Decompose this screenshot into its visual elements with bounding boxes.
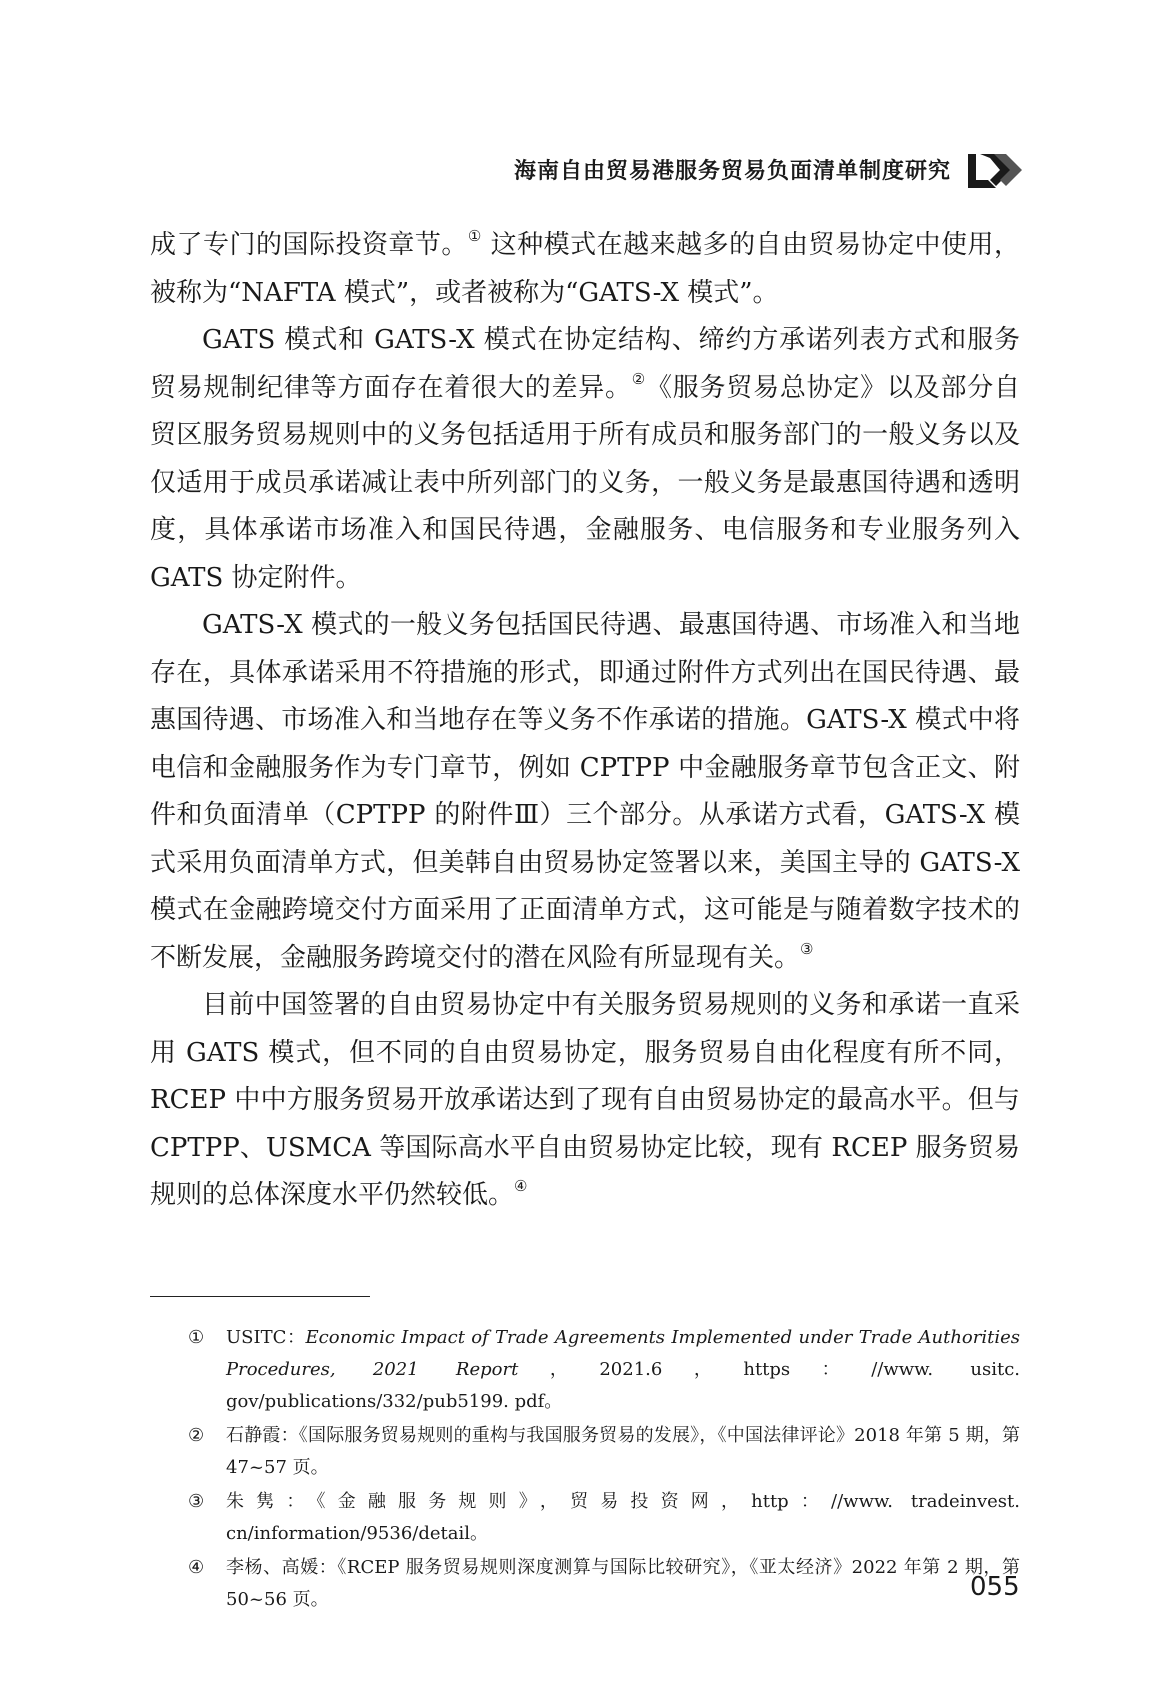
p2-text-b: 《服务贸易总协定》以及部分自贸区服务贸易规则中的义务包括适用于所有成员和服务部门的一般义务以及仅适用于成员承诺减让表中所列部门的义务，一般义务是最惠国待遇和透明度，具体承诺市场准入和国民待遇，金融服务、电信服务和专业服务列入 GATS 协定附件。 xyxy=(150,372,1020,593)
header-title: 海南自由贸易港服务贸易负面清单制度研究 xyxy=(513,159,951,184)
footnote-3-text: 朱隽：《金融服务规则》，贸易投资网，http：//www. tradeinvest. cn/information/9536/detail。 xyxy=(226,1491,1020,1544)
page-number: 055 xyxy=(970,1572,1020,1602)
footnote-number-2: ② xyxy=(188,1425,205,1446)
main-text xyxy=(150,222,1020,1220)
paragraph-3 xyxy=(150,602,1020,982)
footnote-number-3: ③ xyxy=(188,1491,205,1512)
footnote-1-source: ，2021.6，https：//www. usitc. gov/publications/332/pub5199. pdf。 xyxy=(226,1359,1020,1412)
p3-text: GATS-X 模式的一般义务包括国民待遇、最惠国待遇、市场准入和当地存在，具体承诺采用不符措施的形式，即通过附件方式列出在国民待遇、最惠国待遇、市场准入和当地存在等义务不作承诺的措施。GATS-X 模式中将电信和金融服务作为专门章节，例如 CPTPP 中金融服务章节包含正文、附件和负面清单（CPTPP 的附件Ⅲ）三个部分。从承诺方式看，GATS-X 模式采用负面清单方式，但美韩自由贸易协定签署以来，美国主导的 GATS-X 模式在金融跨境交付方面采用了正面清单方式，这可能是与随着数字技术的不断发展，金融服务跨境交付的潜在风险有所显现有关。 xyxy=(150,610,1020,973)
footnotes xyxy=(188,1322,1020,1618)
paragraph-1 xyxy=(150,222,1020,317)
footnote-marker-2[interactable]: ② xyxy=(631,369,647,388)
footnote-2-text: 石静霞：《国际服务贸易规则的重构与我国服务贸易的发展》，《中国法律评论》2018 年第 5 期，第 47~57 页。 xyxy=(226,1425,1020,1478)
footnote-4 xyxy=(188,1552,1020,1616)
footnote-number-4: ④ xyxy=(188,1557,205,1578)
footnote-1-title: Economic Impact of Trade Agreements Implemented under Trade Authorities Procedures, 2021 Report xyxy=(226,1327,1020,1380)
footnote-3 xyxy=(188,1486,1020,1550)
paragraph-4 xyxy=(150,982,1020,1220)
footnote-divider xyxy=(150,1296,370,1297)
footnote-number-1: ① xyxy=(188,1327,205,1348)
footnote-4-text: 李杨、高媛：《RCEP 服务贸易规则深度测算与国际比较研究》，《亚太经济》2022 年第 2 期，第 50~56 页。 xyxy=(226,1557,1020,1610)
p1-text-b: 这种模式在越来越多的自由贸易协定中使用，被称为“NAFTA 模式”，或者被称为“GATS-X 模式”。 xyxy=(150,230,1020,308)
footnote-marker-1[interactable]: ① xyxy=(467,227,482,245)
footnote-1 xyxy=(188,1322,1020,1418)
chevron-bracket-icon xyxy=(966,150,1026,190)
p2-text-a: GATS 模式和 GATS-X 模式在协定结构、缔约方承诺列表方式和服务贸易规制纪律等方面存在着很大的差异。 xyxy=(150,325,1020,403)
running-header xyxy=(0,150,1166,190)
footnote-marker-3[interactable]: ③ xyxy=(800,939,814,958)
footnote-1-author: USITC： xyxy=(226,1327,306,1348)
p1-text-a: 成了专门的国际投资章节。 xyxy=(150,230,468,260)
p4-text: 目前中国签署的自由贸易协定中有关服务贸易规则的义务和承诺一直采用 GATS 模式，但不同的自由贸易协定，服务贸易自由化程度有所不同，RCEP 中中方服务贸易开放承诺达到了现有自由贸易协定的最高水平。但与 CPTPP、USMCA 等国际高水平自由贸易协定比较，现有 RCEP 服务贸易规则的总体深度水平仍然较低。 xyxy=(150,990,1020,1210)
paragraph-2 xyxy=(150,317,1020,602)
footnote-marker-4[interactable]: ④ xyxy=(514,1177,528,1195)
footnote-2 xyxy=(188,1420,1020,1484)
